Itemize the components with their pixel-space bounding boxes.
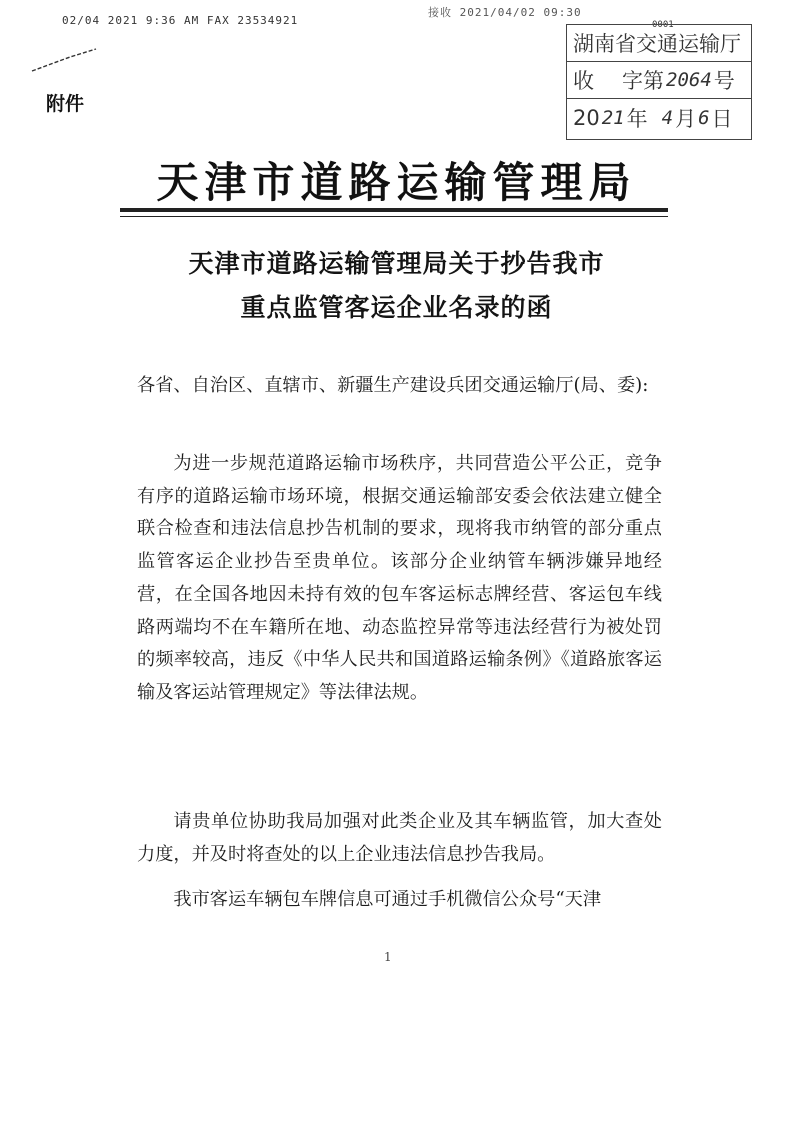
- letterhead-rule-thick: [120, 208, 668, 212]
- received-timestamp: 接收 2021/04/02 09:30: [428, 6, 582, 19]
- receipt-year-label: 年: [626, 107, 648, 131]
- receipt-month-label: 月: [675, 107, 697, 131]
- attachment-label: 附件: [46, 93, 85, 115]
- letterhead-rule-thin: [120, 216, 668, 217]
- receipt-day: 6: [698, 107, 710, 129]
- receipt-stamp-number-row: [567, 62, 751, 99]
- receipt-stamp-prefix: 收: [573, 69, 594, 93]
- receipt-stamp-mid: 字第: [622, 69, 664, 93]
- document-title-line1: 天津市道路运输管理局关于抄告我市: [188, 249, 605, 278]
- letterhead-org-name: 天津市道路运输管理局: [156, 158, 637, 207]
- paragraph-1: 为进一步规范道路运输市场秩序，共同营造公平公正，竞争有序的道路运输市场环境，根据交通运输部安委会依法建立健全联合检查和违法信息抄告机制的要求，现将我市纳管的部分重点监管客运企业抄告至贵单位。该部分企业纳管车辆涉嫌异地经营，在全国各地因未持有效的包车客运标志牌经营、客运包车线路两端均不在车籍所在地、动态监控异常等违法经营行为被处罚的频率较高，违反《中华人民共和国道路运输条例》《道路旅客运输及客运站管理规定》等法律法规。: [137, 453, 662, 703]
- receipt-stamp-suffix: 号: [713, 69, 735, 93]
- receipt-stamp-org: [567, 25, 751, 62]
- addressee: 各省、自治区、直辖市、新疆生产建设兵团交通运输厅(局、委):: [137, 375, 649, 396]
- receipt-doc-number: 2064: [666, 69, 712, 91]
- paragraph-3: 我市客运车辆包车牌信息可通过手机微信公众号“天津: [173, 889, 602, 910]
- page-number: 1: [384, 950, 392, 964]
- fax-header: 02/04 2021 9:36 AM FAX 23534921: [62, 14, 299, 27]
- pen-mark-scribble: [30, 45, 100, 75]
- receipt-month: 4: [661, 107, 674, 129]
- receipt-year-hand: 21: [601, 107, 625, 129]
- receipt-day-label: 日: [711, 107, 733, 131]
- received-code: 0001: [652, 20, 674, 30]
- receipt-stamp: [566, 24, 752, 140]
- receipt-stamp-date-row: [567, 99, 751, 137]
- paragraph-2: 请贵单位协助我局加强对此类企业及其车辆监管，加大查处力度，并及时将查处的以上企业违法信息抄告我局。: [137, 811, 662, 865]
- receipt-year-prefix: 20: [573, 106, 600, 130]
- receipt-stamp-org-name: 湖南省交通运输厅: [573, 32, 741, 56]
- document-title-line2: 重点监管客运企业名录的函: [240, 293, 553, 322]
